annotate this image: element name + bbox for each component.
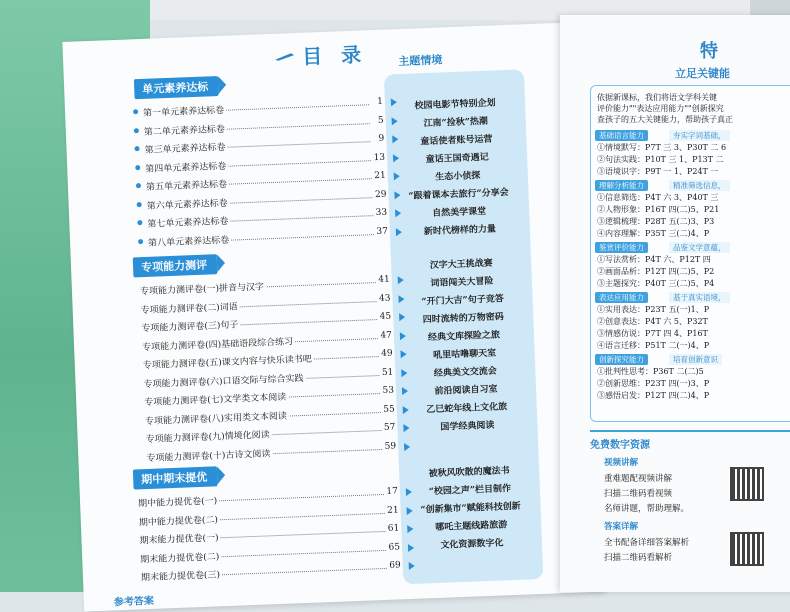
ability-line: ②画面品析：P12T 四(二)5、P2	[597, 267, 715, 276]
arrow-icon	[408, 543, 414, 551]
toc-entry[interactable]: 第五单元素养达标卷 21	[146, 169, 387, 197]
arrow-icon	[400, 331, 406, 339]
arrow-icon	[402, 387, 408, 395]
ability-line: ①情境默写：P7T 三 3、P30T 二 6	[597, 143, 727, 152]
theme-item: 词语闯关大冒险	[430, 276, 494, 290]
arrow-icon	[398, 276, 404, 284]
theme-item: 文化资源数字化	[440, 538, 504, 551]
arrow-icon	[401, 368, 407, 376]
toc-entry[interactable]: 第六单元素养达标卷 29	[146, 187, 387, 215]
ability-line: ③逻辑梳理：P28T 五(二)3、P3	[597, 217, 715, 226]
video-line: 重难题配视频讲解	[604, 474, 673, 484]
toc-list-special	[140, 273, 397, 467]
ability-tag: 表达应用能力	[595, 292, 648, 303]
ability-line: ①实用表达：P23T 五(一)1、P	[597, 305, 710, 314]
section-tag-unit: 单元素养达标	[134, 76, 219, 99]
arrow-icon	[403, 424, 409, 432]
arrow-icon	[399, 313, 405, 321]
ability-tag-desc: 基于真实语境，	[669, 292, 730, 303]
toc-entry[interactable]: 专项能力测评卷(二)词语 43	[140, 291, 391, 319]
ability-line: ②创新思维：P23T 四(一)3、P	[597, 379, 710, 388]
arrow-icon	[394, 172, 400, 180]
toc-entry[interactable]: 第三单元素养达标卷 9	[144, 132, 385, 160]
ability-tag: 理解分析能力	[595, 180, 648, 191]
toc-entry[interactable]: 专项能力测评卷(一)拼音与汉字 41	[140, 273, 391, 301]
feature-subtitle: 立足关键能	[675, 67, 730, 80]
ability-tag-desc: 夯实字词基础，	[669, 130, 730, 141]
arrow-icon	[394, 191, 400, 199]
theme-item: 乙巳蛇年线上文化旅	[426, 402, 508, 416]
ability-tag-desc: 品鉴文学意蕴，	[669, 242, 730, 253]
toc-entry[interactable]: 专项能力测评卷(八)实用类文本阅读 55	[145, 402, 396, 430]
ability-tag-desc: 培育创新意识	[669, 354, 722, 365]
ability-tag: 创新探究能力	[595, 354, 648, 365]
toc-entry[interactable]: 第七单元素养达标卷 33	[147, 206, 388, 234]
toc-entry[interactable]: 期末能力提优卷(一) 61	[139, 521, 400, 549]
ability-line: ②句法实践：P10T 三 1、P13T 二	[597, 155, 724, 164]
qr-code-icon[interactable]	[730, 467, 764, 501]
theme-item: “开门大吉”句子竞答	[421, 294, 504, 308]
toc-entry[interactable]: 第四单元素养达标卷 13	[145, 150, 386, 178]
arrow-icon	[398, 295, 404, 303]
toc-entry[interactable]: 第一单元素养达标卷 1	[143, 95, 384, 123]
ability-tag: 基础语言能力	[595, 130, 648, 141]
toc-entry[interactable]: 专项能力测评卷(六)口语交际与综合实践 51	[143, 365, 394, 393]
theme-item: 新时代榜样的力量	[423, 224, 497, 238]
toc-page	[62, 22, 603, 612]
ability-line: ④内容理解：P35T 三(二)4、P	[597, 229, 710, 238]
ability-line: ③感悟启发：P12T 四(二)4、P	[597, 391, 710, 400]
toc-entry[interactable]: 期中能力提优卷(二) 21	[139, 503, 400, 531]
arrow-icon	[403, 405, 409, 413]
ability-line: ③语境识字：P9T 一 1、P24T 一	[597, 167, 719, 176]
toc-title: 目 录	[301, 42, 368, 69]
toc-entry[interactable]: 第八单元素养达标卷 37	[148, 224, 389, 252]
theme-heading: 主题情境	[398, 53, 443, 69]
ability-line: ②创意表达：P4T 六 5、P32T	[597, 317, 708, 326]
theme-item: 自然美学课堂	[432, 206, 487, 219]
toc-entry[interactable]: 专项能力测评卷(九)情境化阅读 57	[145, 420, 396, 448]
arrow-icon	[392, 135, 398, 143]
toc-entry[interactable]: 期末能力提优卷(二) 65	[140, 540, 401, 568]
theme-item: “校园之声”栏目制作	[428, 484, 512, 498]
theme-item: “创新集市”赋能科技创新	[420, 501, 521, 516]
theme-item: “跟着课本去旅行”分享会	[408, 187, 509, 202]
theme-item: 被秋风吹散的魔法书	[428, 466, 510, 480]
video-heading: 视频讲解	[604, 458, 639, 468]
ability-line: ②人物形象：P16T 四(二)5、P21	[597, 205, 720, 214]
arrow-icon	[400, 350, 406, 358]
theme-item: 四时流转的万物密码	[422, 312, 504, 326]
toc-entry[interactable]: 期中能力提优卷(一) 17	[138, 484, 399, 512]
ability-line: ①批判性思考：P36T 二(二)5	[597, 367, 704, 376]
feature-page	[560, 15, 790, 592]
arrow-icon	[407, 525, 413, 533]
toc-entry[interactable]: 第二单元素养达标卷 5	[144, 113, 385, 141]
pen-icon	[273, 50, 297, 61]
ability-box	[590, 85, 790, 422]
theme-item: 汉字大王挑战赛	[429, 258, 493, 272]
ability-tag-desc: 精准筛选信息，	[669, 180, 730, 191]
feature-title: 特	[700, 41, 718, 62]
free-resources	[590, 430, 790, 592]
answer-line: 全书配备详细答案解析	[604, 538, 690, 548]
theme-item: 国学经典阅读	[440, 420, 495, 433]
theme-item: 童话王国奇遇记	[425, 152, 489, 166]
toc-list-exam	[138, 484, 401, 586]
theme-item: 江南“捡秋”热潮	[423, 116, 489, 130]
section-tag-special: 专项能力测评	[133, 254, 218, 277]
ability-line: ④语言迁移：P51T 二(一)4、P	[597, 341, 710, 350]
theme-item: 吼里咕噜聊天室	[433, 348, 497, 361]
arrow-icon	[409, 562, 415, 570]
ability-intro: 依据新课标，我们将语文学科关键 评价能力""表达应用能力""创新探究 查孩子的五大关键能力，帮助孩子真正	[597, 93, 733, 124]
qr-code-icon[interactable]	[730, 532, 764, 566]
toc-entry[interactable]: 期末能力提优卷(三) 69	[141, 558, 402, 586]
theme-item: 经典文库探险之旅	[427, 330, 501, 344]
toc-entry[interactable]: 专项能力测评卷(十)古诗文阅读 59	[146, 439, 397, 467]
arrow-icon	[391, 98, 397, 106]
ability-tag: 鉴赏评价能力	[595, 242, 648, 253]
theme-item: 校园电影节特别企划	[414, 98, 496, 112]
theme-item: 哪吒主题线路旅游	[435, 520, 508, 534]
arrow-icon	[396, 228, 402, 236]
ability-line: ③主题探究：P40T 三(二)5、P4	[597, 279, 715, 288]
video-line: 名师讲题，帮助理解。	[604, 504, 690, 514]
arrow-icon	[406, 506, 412, 514]
toc-entry[interactable]: 专项能力测评卷(五)课文内容与快乐读书吧 49	[143, 347, 394, 375]
arrow-icon	[392, 117, 398, 125]
answer-key-peek: 参考答案	[113, 595, 155, 609]
ability-line: ①写法赏析：P4T 六、P12T 四	[597, 255, 711, 264]
toc-entry[interactable]: 专项能力测评卷(七)文学类文本阅读 53	[144, 383, 395, 411]
section-tag-exam: 期中期末提优	[133, 466, 218, 489]
answer-line: 扫描二维码看解析	[604, 553, 673, 563]
theme-item: 生态小侦探	[435, 171, 481, 183]
arrow-icon	[406, 488, 412, 496]
arrow-icon	[395, 209, 401, 217]
theme-item: 前沿阅读自习室	[434, 384, 498, 397]
theme-item: 童话使者账号运营	[420, 134, 493, 148]
ability-line: ①信息筛选：P4T 六 3、P40T 三	[597, 193, 719, 202]
free-resources-title: 免费数字资源	[590, 440, 650, 451]
toc-entry[interactable]: 专项能力测评卷(四)基础语段综合练习 47	[142, 328, 393, 356]
theme-item: 经典美文交流会	[433, 366, 498, 379]
toc-title-row	[273, 38, 368, 71]
answer-heading: 答案详解	[604, 522, 639, 532]
toc-entry[interactable]: 专项能力测评卷(三)句子 45	[141, 310, 392, 338]
video-line: 扫描二维码看视频	[604, 489, 673, 499]
arrow-icon	[393, 154, 399, 162]
arrow-icon	[404, 442, 410, 450]
ability-line: ③情感仿说：P7T 四 4、P16T	[597, 329, 708, 338]
toc-list-unit	[143, 95, 389, 252]
